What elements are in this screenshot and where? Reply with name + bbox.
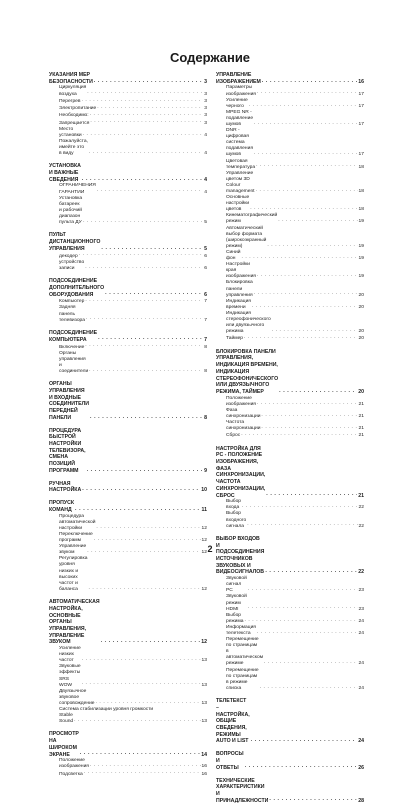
toc-section-heading-title: ТЕЛЕТЕКСТ – НАСТРОЙКА, ОБЩИЕ СВЕДЕНИЯ, РЕЖИМЫ AUTO И LIST <box>216 698 250 745</box>
toc-entry-title: Переключение программ <box>59 532 93 544</box>
toc-entry-page: 18 <box>358 189 364 194</box>
toc-entry-title: Звуковой режим HDMI <box>226 594 247 612</box>
toc-entry-page: 13 <box>201 719 207 725</box>
dot-leader <box>241 432 357 438</box>
toc-entry[interactable] <box>49 127 207 139</box>
toc-entry-title: Синий фон <box>226 249 241 262</box>
toc-entry[interactable] <box>216 195 364 213</box>
dot-leader <box>247 522 357 528</box>
toc-entry-page: 12 <box>201 525 207 531</box>
dot-leader <box>97 188 202 194</box>
toc-entry-page: 21 <box>358 413 364 419</box>
toc-entry-title: Усиление черного <box>226 97 248 109</box>
toc-section-heading-title: ВЫБОР ВХОДОВ И ПОДСОЕДИНЕНИЯ ИСТОЧНИКОВ ЗВУКОВЫХ И ВИДЕОСИГНАЛОВ <box>216 535 265 576</box>
toc-entry[interactable] <box>49 532 207 544</box>
toc-entry-title: Управление цветом 3D Colour management <box>226 170 255 194</box>
toc-entry-page: 16 <box>201 764 207 770</box>
toc-entry-page: 4 <box>204 189 207 195</box>
toc-section <box>49 72 207 157</box>
toc-entry-title: устройство записи <box>59 259 85 271</box>
toc-entry-page: 4 <box>204 132 207 138</box>
toc-entry[interactable] <box>49 351 207 375</box>
toc-section <box>216 751 364 771</box>
toc-entry[interactable] <box>49 770 207 777</box>
page-title: Содержание <box>169 50 251 65</box>
toc-section-heading-title: НАСТРОЙКА ДЛЯ PC - ПОЛОЖЕНИЕ ИЗОБРАЖЕНИЯ, ФАЗА СИНХРОНИЗАЦИИ, ЧАСТОТА СИНХРОНИЗАЦИИ, СБРОС <box>216 445 266 499</box>
toc-entry[interactable] <box>49 514 207 532</box>
toc-entry-title: Частота синхронизации <box>226 420 261 432</box>
toc-entry[interactable] <box>216 420 364 432</box>
toc-entry-title: Электропитание <box>59 106 97 112</box>
toc-section-heading-page: 11 <box>201 507 207 514</box>
dot-leader <box>269 796 357 803</box>
toc-entry-page: 17 <box>358 91 364 97</box>
dot-leader <box>98 335 202 342</box>
dot-leader <box>89 150 202 156</box>
toc-entry-title: Положение изображения <box>59 758 89 770</box>
toc-entry-page: 3 <box>204 120 207 126</box>
toc-section-heading-page: 10 <box>201 487 207 494</box>
toc-entry[interactable] <box>49 105 207 112</box>
dot-leader <box>79 252 202 258</box>
dot-leader <box>84 770 201 776</box>
dot-leader <box>82 681 201 687</box>
dot-leader <box>90 112 202 118</box>
toc-section-heading-page: 22 <box>358 569 364 576</box>
dot-leader <box>266 491 357 498</box>
dot-leader <box>87 467 202 474</box>
toc-entry-title: Сброс <box>226 433 241 439</box>
toc-entry[interactable] <box>49 646 207 664</box>
dot-leader <box>89 368 202 374</box>
dot-leader <box>257 401 358 407</box>
toc-section-heading-page: 5 <box>204 245 207 252</box>
dot-leader <box>82 486 200 493</box>
dot-leader <box>82 657 201 663</box>
toc-entry-title: Перегрев <box>59 98 81 104</box>
toc-entry-title: Процедура автоматической настройки <box>59 513 96 531</box>
toc-entry[interactable] <box>216 576 364 594</box>
toc-entry-title: Система стабилизации уровня громкости <box>59 706 154 712</box>
toc-left-column <box>49 72 207 784</box>
toc-entry-page: 19 <box>358 274 364 280</box>
toc-entry-page: 23 <box>358 588 364 594</box>
dot-leader <box>257 90 358 96</box>
toc-entry[interactable] <box>49 713 207 725</box>
toc-section-heading-page: 21 <box>358 492 364 499</box>
toc-entry-page: 7 <box>204 317 207 323</box>
toc-entry-title: Органы управления и соединители <box>59 350 89 374</box>
toc-entry-page: 19 <box>358 243 364 249</box>
toc-section-heading[interactable] <box>216 536 364 576</box>
dot-leader <box>262 78 357 85</box>
toc-entry-page: 13 <box>201 700 207 706</box>
toc-entry-page: 18 <box>358 207 364 213</box>
toc-entry-page: 20 <box>358 292 364 298</box>
toc-entry[interactable] <box>216 85 364 97</box>
toc-section-heading-title: УСТАНОВКА И ВАЖНЫЕ СВЕДЕНИЯ <box>49 163 81 183</box>
toc-entry-page: 22 <box>358 505 364 511</box>
toc-entry-page: 17 <box>358 121 364 127</box>
toc-entry-title: Цветовая температура <box>226 158 256 170</box>
toc-entry[interactable] <box>216 408 364 420</box>
toc-section-heading-title: УКАЗАНИЯ МЕР БЕЗОПАСНОСТИ <box>49 72 93 85</box>
toc-section-heading-page: 28 <box>358 797 364 804</box>
toc-entry-page: 21 <box>358 426 364 432</box>
toc-entry-page: 18 <box>358 164 364 170</box>
toc-section-heading-page: 4 <box>204 176 207 183</box>
toc-entry-page: 5 <box>204 220 207 226</box>
toc-entry-page: 3 <box>204 91 207 97</box>
toc-entry-title: Таймер <box>226 336 244 342</box>
toc-entry[interactable] <box>216 159 364 171</box>
toc-entry-page: 12 <box>201 550 207 556</box>
toc-entry-title: Компьютер <box>59 299 85 305</box>
toc-section <box>216 72 364 343</box>
toc-entry[interactable] <box>216 625 364 637</box>
toc-entry-title: Перемещение по страницам в автоматическом режиме <box>226 637 264 667</box>
dot-leader <box>257 273 358 279</box>
dot-leader <box>101 638 201 645</box>
toc-section-heading[interactable] <box>216 751 364 771</box>
toc-section-heading-page: 6 <box>204 291 207 298</box>
toc-entry[interactable] <box>216 128 364 158</box>
toc-section-heading-page: 14 <box>201 751 207 758</box>
toc-section-heading-title: ПРОЦЕДУРА БЫСТРОЙ НАСТРОЙКИ ТЕЛЕВИЗОРА, СМЕНА ПОЗИЦИЙ ПРОГРАММ <box>49 427 86 474</box>
dot-leader <box>248 605 358 611</box>
toc-section-heading[interactable] <box>216 349 364 396</box>
toc-entry-title: DNR - цифровая система подавления шумов <box>226 128 253 158</box>
toc-section-heading-title: БЛОКИРОВКА ПАНЕЛИ УПРАВЛЕНИЯ, ИНДИКАЦИЯ ВРЕМЕНИ, ИНДИКАЦИЯ СТЕРЕОФОНИЧЕСКОГО ИЛИ ДВУЯЗЫЧНОГО РЕЖИМА, ТАЙМЕР <box>216 348 279 395</box>
toc-entry-page: 13 <box>201 658 207 664</box>
dot-leader <box>86 316 202 322</box>
toc-entry[interactable] <box>216 668 364 692</box>
toc-entry-title: Кинематографический режим <box>226 213 278 225</box>
dot-leader <box>279 388 357 395</box>
toc-section-heading-page: 7 <box>204 336 207 343</box>
toc-entry-title: Информация телетекста <box>226 624 256 637</box>
toc-section <box>49 599 207 725</box>
dot-leader <box>257 630 358 636</box>
dot-leader <box>105 290 202 297</box>
toc-entry[interactable] <box>49 196 207 226</box>
toc-entry-page: 4 <box>204 151 207 157</box>
toc-section <box>49 381 207 421</box>
toc-entry-page: 16 <box>201 771 207 777</box>
toc-entry-title: Двуязычное звуковое сопровождение <box>59 688 95 706</box>
dot-leader <box>94 537 201 543</box>
toc-entry-page: 3 <box>204 98 207 104</box>
dot-leader <box>90 763 201 769</box>
dot-leader <box>278 218 357 224</box>
toc-entry-page: 8 <box>204 344 207 350</box>
toc-section-heading[interactable] <box>49 330 207 343</box>
dot-leader <box>85 265 202 271</box>
toc-entry[interactable] <box>49 664 207 688</box>
dot-leader <box>80 750 200 757</box>
toc-entry-page: 20 <box>358 329 364 335</box>
toc-entry-page: 22 <box>358 523 364 529</box>
dot-leader <box>83 219 202 225</box>
toc-entry[interactable] <box>49 98 207 105</box>
toc-section-heading-title: ПОДСОЕДИНЕНИЕ ДОПОЛНИТЕЛЬНОГО ОБОРУДОВАНИЯ <box>49 278 105 298</box>
dot-leader <box>83 132 202 138</box>
toc-section-heading[interactable] <box>49 599 207 646</box>
toc-entry-page: 21 <box>358 401 364 407</box>
toc-entry-page: 19 <box>358 219 364 225</box>
toc-entry-page: 21 <box>358 433 364 439</box>
toc-entry-title: Задняя панель телевизора <box>59 305 85 323</box>
toc-entry[interactable] <box>49 260 207 272</box>
toc-entry-title: декодер <box>59 253 78 259</box>
toc-section-heading-page: 8 <box>204 414 207 421</box>
toc-section <box>216 446 364 530</box>
toc-section-heading-title: ПРОПУСК КОМАНД <box>49 500 75 514</box>
toc-entry-title: Усиление низких частот <box>59 646 81 664</box>
toc-entry-page: 6 <box>204 253 207 259</box>
dot-leader <box>85 343 202 349</box>
dot-leader <box>267 243 357 249</box>
dot-leader <box>252 304 358 310</box>
page-number: 2 <box>207 544 213 554</box>
toc-entry-page: 3 <box>204 113 207 119</box>
toc-section <box>49 163 207 226</box>
toc-entry-title: Звуковой сигнал PC <box>226 576 247 594</box>
dot-leader <box>256 188 358 194</box>
toc-entry[interactable] <box>216 250 364 262</box>
toc-section-heading[interactable] <box>49 731 207 758</box>
dot-leader <box>272 328 358 334</box>
toc-entry[interactable] <box>49 252 207 259</box>
toc-section-heading-title: ОРГАНЫ УПРАВЛЕНИЯ И ВХОДНЫЕ СОЕДИНИТЕЛИ ПЕРЕДНЕЙ ПАНЕЛИ <box>49 381 90 421</box>
toc-entry-title: Звуковые эффекты SRS WOW <box>59 664 81 688</box>
dot-leader <box>96 700 201 706</box>
toc-entry-page: 8 <box>204 368 207 374</box>
toc-entry[interactable] <box>49 183 207 195</box>
toc-right-column <box>216 72 364 811</box>
dot-leader <box>261 413 357 419</box>
toc-entry-title: Параметры изображения <box>226 85 256 97</box>
dot-leader <box>241 255 357 261</box>
dot-leader <box>265 568 357 575</box>
toc-section-heading-title: АВТОМАТИЧЕСКАЯ НАСТРОЙКА, ОСНОВНЫЕ ОРГАНЫ УПРАВЛЕНИЯ, УПРАВЛЕНИЕ ЗВУКОМ <box>49 599 100 646</box>
toc-entry-title: Циркуляция воздуха <box>59 85 87 97</box>
toc-entry-title: Stable Sound <box>59 713 74 725</box>
toc-section-heading[interactable] <box>49 500 207 513</box>
dot-leader <box>94 78 202 85</box>
toc-section-heading-page: 12 <box>201 639 207 646</box>
dot-leader <box>264 660 358 666</box>
dot-leader <box>90 119 202 125</box>
toc-entry-title: Настройки края изображения <box>226 262 256 280</box>
toc-section <box>216 536 364 692</box>
toc-entry[interactable] <box>216 311 364 335</box>
toc-entry-page: 19 <box>358 256 364 262</box>
toc-section-heading-title: ПРОСМОТР НА ШИРОКОМ ЭКРАНЕ <box>49 731 79 758</box>
dot-leader <box>82 176 202 183</box>
toc-entry-page: 24 <box>358 631 364 637</box>
toc-section <box>216 778 364 805</box>
toc-section <box>216 698 364 745</box>
toc-section-heading[interactable] <box>49 232 207 252</box>
toc-entry[interactable] <box>49 758 207 770</box>
toc-section-heading[interactable] <box>49 278 207 298</box>
toc-section-heading-title: ПУЛЬТ ДИСТАНЦИОННОГО УПРАВЛЕНИЯ <box>49 232 101 252</box>
toc-section-heading-title: УПРАВЛЕНИЕ ИЗОБРАЖЕНИЕМ <box>216 72 261 85</box>
toc-entry-page: 17 <box>358 152 364 158</box>
toc-section-heading[interactable] <box>49 481 207 494</box>
dot-leader <box>85 298 202 304</box>
toc-entry-page: 20 <box>358 336 364 342</box>
toc-entry[interactable] <box>216 280 364 298</box>
dot-leader <box>260 685 358 691</box>
toc-entry-title: ОГРАНИЧЕНИЯ ГАРАНТИИ <box>59 183 96 195</box>
toc-section-heading-page: 3 <box>204 78 207 85</box>
toc-entry-title: Включение <box>59 344 85 350</box>
toc-entry-title: Блокировка панели управления <box>226 280 253 298</box>
toc-section <box>49 428 207 475</box>
dot-leader <box>101 245 202 252</box>
dot-leader <box>96 525 200 531</box>
toc-section-heading-page: 24 <box>358 738 364 745</box>
toc-entry-title: Управление звуком <box>59 544 87 556</box>
toc-section-heading[interactable] <box>49 381 207 421</box>
toc-section <box>49 731 207 777</box>
toc-entry-title: Основные настройки цветов <box>226 195 250 213</box>
toc-entry-title: Фаза синхронизации <box>226 407 261 419</box>
dot-leader <box>254 291 358 297</box>
toc-entry-title: Автоматический выбор формата (широкоэкранный режим) <box>226 225 267 249</box>
dot-leader <box>75 506 200 513</box>
toc-entry-page: 6 <box>204 265 207 271</box>
toc-entry-page: 24 <box>358 685 364 691</box>
toc-entry[interactable] <box>216 432 364 439</box>
toc-entry[interactable] <box>49 689 207 707</box>
dot-leader <box>74 718 200 724</box>
dot-leader <box>249 103 358 109</box>
toc-section-heading-page: 16 <box>358 78 364 85</box>
toc-section-heading-title: ВОПРОСЫ И ОТВЕТЫ <box>216 751 244 771</box>
toc-section-heading[interactable] <box>216 446 364 500</box>
dot-leader <box>82 98 203 104</box>
dot-leader <box>244 335 358 341</box>
toc-entry[interactable] <box>216 98 364 110</box>
toc-entry[interactable] <box>216 171 364 195</box>
toc-entry-page: 23 <box>358 606 364 612</box>
dot-leader <box>90 414 202 421</box>
toc-entry-title: Индикация стереофонического или двуязычного режима <box>226 310 271 335</box>
toc-entry-page: 12 <box>201 538 207 544</box>
toc-section <box>49 481 207 494</box>
toc-entry-page: 20 <box>358 304 364 310</box>
toc-section <box>49 330 207 375</box>
toc-entry-title: MPEG NR - подавление шумов <box>226 109 254 127</box>
toc-entry[interactable] <box>216 396 364 408</box>
toc-section-heading[interactable] <box>216 778 364 805</box>
toc-section-heading[interactable] <box>216 698 364 745</box>
toc-entry-page: 3 <box>204 106 207 112</box>
dot-leader <box>248 587 358 593</box>
toc-entry-title: Индикация времени <box>226 298 251 310</box>
toc-section-heading-page: 20 <box>358 388 364 395</box>
toc-entry[interactable] <box>49 305 207 323</box>
toc-entry-title: Подсветка <box>59 771 83 777</box>
toc-entry-title: Выбор режима <box>226 612 244 624</box>
toc-entry-page: 12 <box>201 586 207 592</box>
toc-entry[interactable] <box>216 299 364 311</box>
dot-leader <box>97 105 202 111</box>
toc-section-heading-page: 26 <box>358 764 364 771</box>
toc-section-heading[interactable] <box>49 428 207 475</box>
toc-entry-page: 13 <box>201 682 207 688</box>
toc-entry[interactable] <box>216 110 364 128</box>
toc-entry[interactable] <box>216 335 364 342</box>
toc-entry-title: Перемещение по страницам в режиме списка <box>226 667 259 691</box>
toc-entry[interactable] <box>49 556 207 593</box>
dot-leader <box>250 206 357 212</box>
dot-leader <box>244 618 357 624</box>
toc-entry-title: Установка батареек и рабочий диапазон пульта ДУ <box>59 195 83 226</box>
toc-section <box>49 232 207 272</box>
toc-entry[interactable] <box>49 139 207 157</box>
toc-entry[interactable] <box>49 343 207 350</box>
toc-entry[interactable] <box>216 499 364 511</box>
dot-leader <box>242 504 358 510</box>
toc-entry-title: Выбор входного сигнала <box>226 511 247 529</box>
toc-entry-page: 17 <box>358 103 364 109</box>
toc-entry[interactable] <box>49 119 207 126</box>
toc-entry[interactable] <box>216 213 364 225</box>
dot-leader <box>88 586 200 592</box>
toc-entry-title: Выбор входа <box>226 499 242 511</box>
toc-section-heading[interactable] <box>49 163 207 183</box>
dot-leader <box>254 121 358 127</box>
toc-entry-page: 24 <box>358 618 364 624</box>
toc-entry[interactable] <box>49 85 207 97</box>
dot-leader <box>251 737 358 744</box>
toc-entry[interactable] <box>216 511 364 529</box>
toc-section-heading[interactable] <box>49 72 207 85</box>
toc-section-heading-page: 9 <box>204 467 207 474</box>
dot-leader <box>261 425 357 431</box>
toc-entry[interactable] <box>216 637 364 667</box>
toc-entry-title: Положение изображения <box>226 395 256 407</box>
toc-entry-title: Необходимо: <box>59 113 89 119</box>
toc-entry[interactable] <box>216 262 364 280</box>
toc-entry-page: 24 <box>358 661 364 667</box>
toc-section-heading-title: ПОДСОЕДИНЕНИЕ КОМПЬЮТЕРА <box>49 329 98 343</box>
toc-section-heading-title: РУЧНАЯ НАСТРОЙКА <box>49 480 82 494</box>
dot-leader <box>256 163 357 169</box>
toc-entry[interactable] <box>216 613 364 625</box>
toc-entry[interactable] <box>216 594 364 612</box>
toc-entry-title: Запрещается <box>59 120 90 126</box>
toc-section <box>49 278 207 324</box>
dot-leader <box>245 763 358 770</box>
dot-leader <box>254 151 358 157</box>
toc-entry-title: Место установки <box>59 126 82 138</box>
toc-section-heading-title: ТЕХНИЧЕСКИЕ ХАРАКТЕРИСТИКИ И ПРИНАДЛЕЖНОСТИ <box>216 777 269 804</box>
toc-entry[interactable] <box>49 112 207 119</box>
toc-entry-title: Пожалуйста, имейте это в виду <box>59 138 88 157</box>
toc-entry[interactable] <box>216 226 364 250</box>
toc-entry-title: Регулировка уровня низких и высоких частот и баланса <box>59 556 88 592</box>
toc-section <box>216 349 364 440</box>
toc-entry-page: 7 <box>204 299 207 305</box>
toc-section-heading[interactable] <box>216 72 364 85</box>
dot-leader <box>87 90 202 96</box>
